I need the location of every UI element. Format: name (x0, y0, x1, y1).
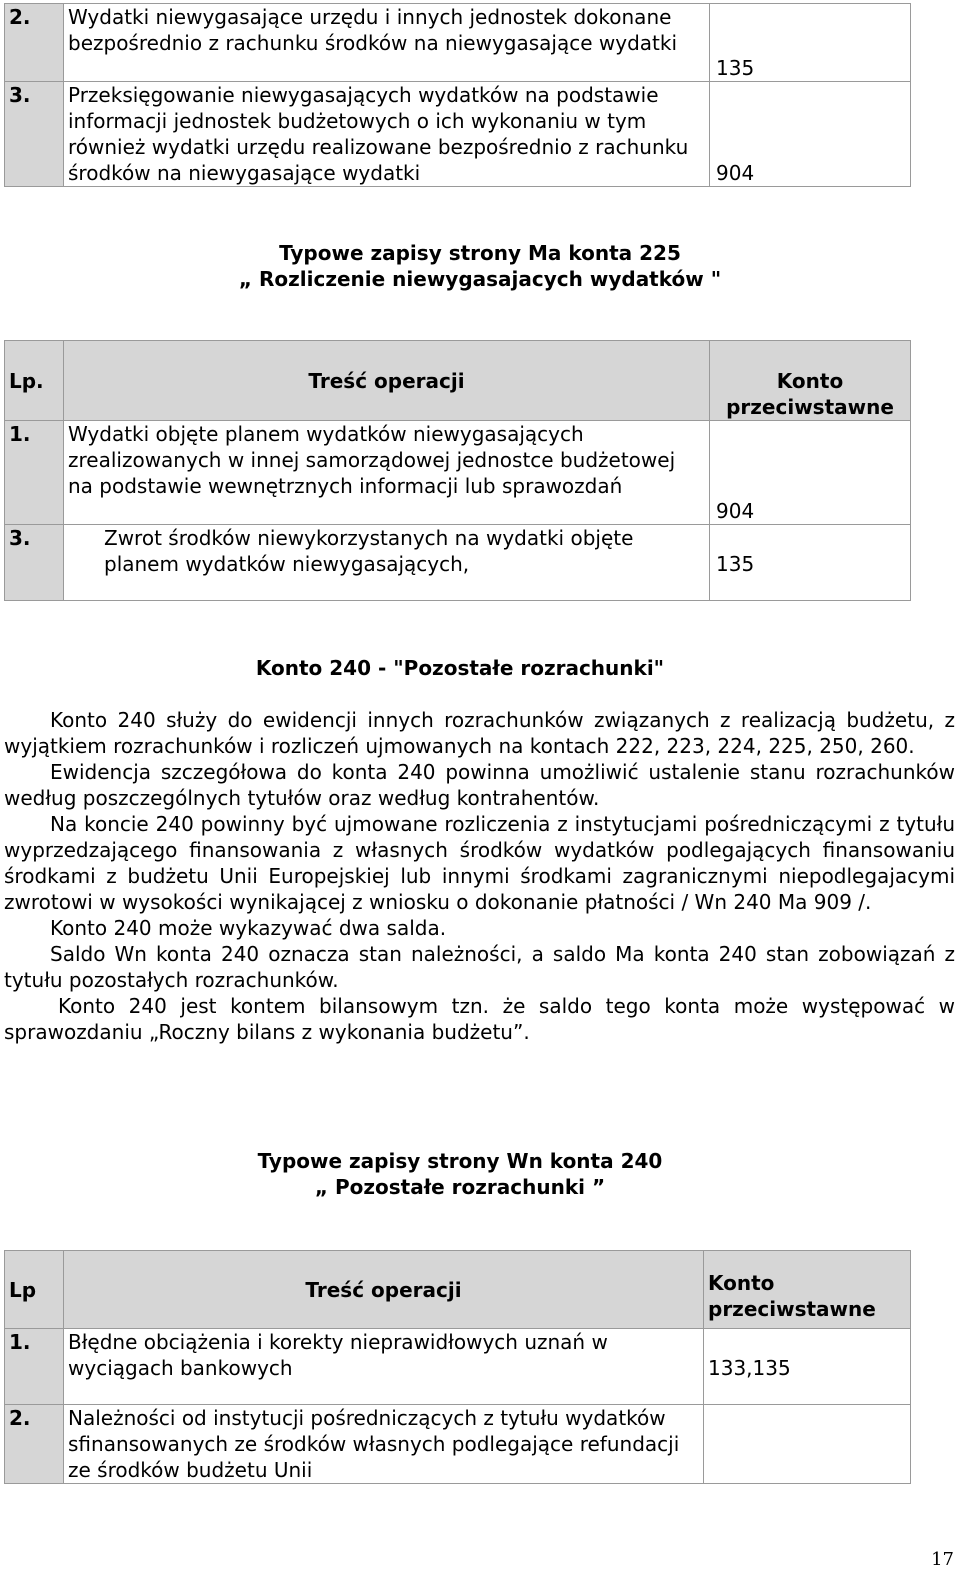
konto-value: 904 (710, 421, 911, 525)
table-row (5, 4, 911, 82)
konto-240-description (4, 707, 955, 1045)
section-title-wn-240 (0, 1148, 940, 1200)
header-konto: Konto przeciwstawne (710, 341, 911, 421)
paragraph: Na koncie 240 powinny być ujmowane rozliczenia z instytucjami pośredniczącymi z tytułu wyprzedzającego finansowania z własnych środków wydatków podlegających finansowaniu środkami z budżetu Unii Europejskiej lub innymi środkami zagranicznymi niepodlegajacymi zwrotowi w wysokości wynikającej z wniosku o dokonanie płatności / Wn 240 Ma 909 /. (4, 812, 955, 914)
operation-text: Wydatki niewygasające urzędu i innych jednostek dokonane bezpośrednio z rachunku środków na niewygasające wydatki (64, 4, 710, 82)
title-line: „ Rozliczenie niewygasajacych wydatków " (238, 267, 722, 291)
table-row (5, 1405, 911, 1484)
konto-value: 133,135 (704, 1329, 911, 1405)
row-number: 1. (5, 421, 64, 525)
operation-text: Wydatki objęte planem wydatków niewygasających zrealizowanych w innej samorządowej jednostce budżetowej na podstawie wewnętrznych informacji lub sprawozdań (64, 421, 710, 525)
page-number: 17 (931, 1549, 954, 1570)
konto-value (704, 1405, 911, 1484)
header-tresc: Treść operacji (64, 1251, 704, 1329)
header-lp: Lp. (5, 341, 64, 421)
row-number: 1. (5, 1329, 64, 1405)
table-row (5, 421, 911, 525)
konto-value: 135 (710, 525, 911, 601)
row-number: 3. (5, 82, 64, 187)
section-title-konto-240: Konto 240 - "Pozostałe rozrachunki" (255, 656, 665, 680)
konto-value: 135 (710, 4, 911, 82)
paragraph: Saldo Wn konta 240 oznacza stan należności, a saldo Ma konta 240 stan zobowiązań z tytułu pozostałych rozrachunków. (4, 942, 955, 992)
paragraph: Konto 240 służy do ewidencji innych rozrachunków związanych z realizacją budżetu, z wyjątkiem rozrachunków i rozliczeń ujmowanych na kontach 222, 223, 224, 225, 250, 260. (4, 708, 955, 758)
table-row (5, 1329, 911, 1405)
table-row (5, 82, 911, 187)
header-konto: Konto przeciwstawne (704, 1251, 911, 1329)
paragraph: Konto 240 może wykazywać dwa salda. (50, 916, 447, 940)
paragraph: Ewidencja szczegółowa do konta 240 powinna umożliwić ustalenie stanu rozrachunków według poszczególnych tytułów oraz według kontrahentów. (4, 760, 955, 810)
title-line: Typowe zapisy strony Ma konta 225 (279, 241, 681, 265)
paragraph: Konto 240 jest kontem bilansowym tzn. że saldo tego konta może występować w sprawozdaniu „Roczny bilans z wykonania budżetu”. (4, 994, 955, 1044)
title-line: Typowe zapisy strony Wn konta 240 (257, 1149, 663, 1173)
operation-text: Przeksięgowanie niewygasających wydatków na podstawie informacji jednostek budżetowych o ich wykonaniu w tym również wydatki urzędu realizowane bezpośrednio z rachunku środków na niewygasające wydatki (64, 82, 710, 187)
header-tresc: Treść operacji (64, 341, 710, 421)
table-wn-240 (4, 1250, 911, 1484)
header-lp: Lp (5, 1251, 64, 1329)
operation-text: Zwrot środków niewykorzystanych na wydatki objęte planem wydatków niewygasających, (64, 525, 710, 601)
operation-text: Należności od instytucji pośredniczących z tytułu wydatków sfinansowanych ze środków własnych podlegające refundacji ze środków budżetu Unii (64, 1405, 704, 1484)
table-ma-225 (4, 340, 911, 601)
table-header-row (5, 341, 911, 421)
table-row (5, 525, 911, 601)
row-number: 2. (5, 4, 64, 82)
row-number: 3. (5, 525, 64, 601)
row-number: 2. (5, 1405, 64, 1484)
konto-value: 904 (710, 82, 911, 187)
table-continued (4, 3, 911, 187)
operation-text: Błędne obciążenia i korekty nieprawidłowych uznań w wyciągach bankowych (64, 1329, 704, 1405)
title-line: „ Pozostałe rozrachunki ” (314, 1175, 606, 1199)
section-title-ma-225 (0, 240, 960, 292)
table-header-row (5, 1251, 911, 1329)
